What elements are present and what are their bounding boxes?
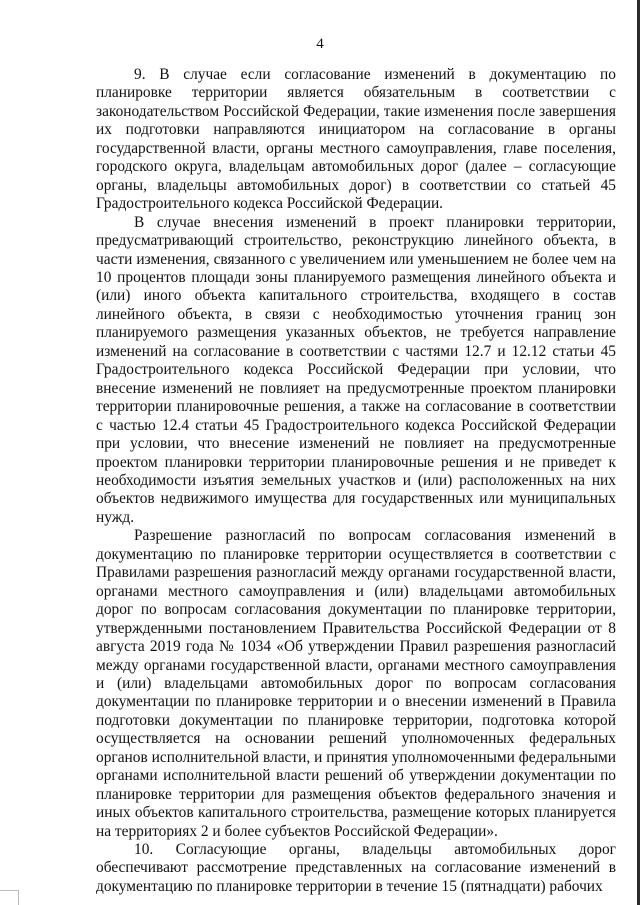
paragraph-line-object-changes: В случае внесения изменений в проект планировки территории, предусматривающий строительство, реконструкцию линейного объекта, в части изменения, связанного с увеличением или уменьшением не более чем на 10 процентов площади зоны планируемого размещения линейного объекта и (или) иного объекта капитального строительства, входящего в состав линейного объекта, в связи с необходимостью уточнения границ зон планируемого размещения указанных объектов, не требуется направление изменений на согласование в соответствии с частями 12.7 и 12.12 статьи 45 Градостроительного кодекса Российской Федерации при условии, что внесение изменений не повлияет на предусмотренные проектом планировки территории планировочные решения, а также на согласование в соответствии с частью 12.4 статьи 45 Градостроительного кодекса Российской Федерации при условии, что внесение изменений не повлияет на предусмотренные проектом планировки территории планировочные решения и не приведет к необходимости изъятия земельных участков и (или) расположенных на них объектов недвижимого имущества для государственных или муниципальных нужд.: [96, 213, 616, 526]
paragraph-disagreement-resolution: Разрешение разногласий по вопросам согласования изменений в документацию по планировке территории осуществляется в соответствии с Правилами разрешения разногласий между органами государственной власти, органами местного самоуправления и (или) владельцами автомобильных дорог по вопросам согласования документации по планировке территории, утвержденными постановлением Правительства Российской Федерации от 8 августа 2019 года № 1034 «Об утверждении Правил разрешения разногласий между органами государственной власти, органами местного самоуправления и (или) владельцами автомобильных дорог по вопросам согласования документации по планировке территории и о внесении изменений в Правила подготовки документации по планировке территории, подготовка которой осуществляется на основании решений уполномоченных федеральных органов исполнительной власти, и принятия уполномоченными федеральными органами исполнительной власти решений об утверждении документации по планировке территории для размещения объектов федерального значения и иных объектов капитального строительства, размещение которых планируется на территориях 2 и более субъектов Российской Федерации».: [96, 527, 616, 840]
page-number: 4: [316, 36, 324, 52]
paragraph-10: 10. Согласующие органы, владельцы автомобильных дорог обеспечивают рассмотрение представленных на согласование изменений в документацию по планировке территории в течение 15 (пятнадцати) рабочих: [96, 841, 616, 895]
paragraph-9: 9. В случае если согласование изменений в документацию по планировке территории является обязательным в соответствии с законодательством Российской Федерации, такие изменения после завершения их подготовки направляются инициатором на согласование в органы государственной власти, органы местного самоуправления, главе поселения, городского округа, владельцам автомобильных дорог (далее – согласующие органы, владельцы автомобильных дорог) в соответствии со статьей 45 Градостроительного кодекса Российской Федерации.: [96, 66, 616, 213]
scan-corner-mark: [0, 890, 19, 905]
document-body: [96, 66, 616, 896]
